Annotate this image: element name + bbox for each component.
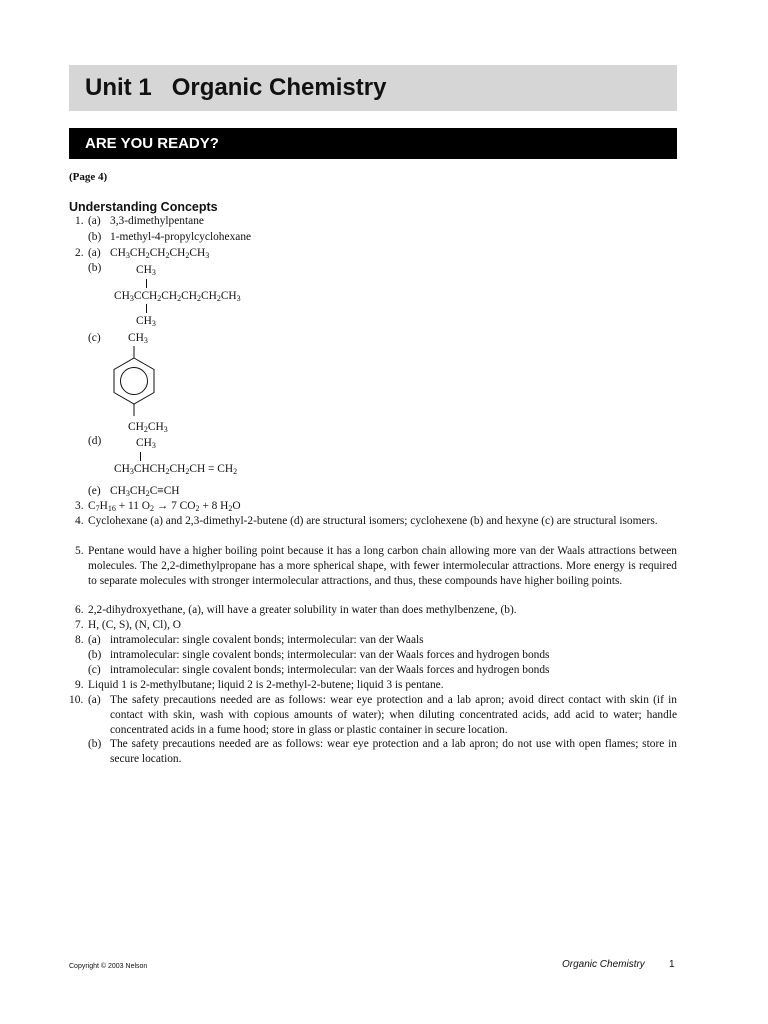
q2-d-methyl: $CH_3$ (136, 437, 156, 450)
q8-b-label: (b) (88, 649, 102, 661)
q9-number: 9. (75, 679, 84, 691)
unit-number: Unit 1 (85, 74, 152, 101)
footer-title: Organic Chemistry (562, 959, 645, 970)
q2-c-methyl: $CH_3$ (128, 332, 148, 345)
q10-number: 10. (69, 694, 84, 706)
q10-a-label: (a) (88, 694, 101, 706)
copyright-notice: Copyright © 2003 Nelson (69, 963, 148, 970)
q2-e-label: (e) (88, 485, 101, 497)
q5-number: 5. (75, 545, 84, 557)
q2-b-bond-top (146, 279, 147, 288)
q3-number: 3. (75, 500, 84, 512)
q8-c-label: (c) (88, 664, 101, 676)
q8-a-label: (a) (88, 634, 101, 646)
q2-d-label: (d) (88, 435, 102, 447)
q2-b-label: (b) (88, 262, 102, 274)
q8-c-answer: intramolecular: single covalent bonds; intermolecular: van der Waals forces and hydrogen bonds (110, 664, 550, 676)
page-reference: (Page 4) (69, 171, 108, 183)
q2-c-ethyl: $CH_2CH_3$ (128, 421, 168, 434)
q4-answer: Cyclohexane (a) and 2,3-dimethyl-2-butene (d) are structural isomers; cyclohexene (b) and hexyne (c) are structural isomers. (88, 515, 658, 527)
q1-number: 1. (75, 215, 84, 227)
unit-title (85, 72, 386, 104)
section-heading: Understanding Concepts (69, 200, 218, 214)
q7-number: 7. (75, 619, 84, 631)
q1-a-answer: 3,3-dimethylpentane (110, 215, 204, 227)
q8-b-answer: intramolecular: single covalent bonds; intermolecular: van der Waals forces and hydrogen bonds (110, 649, 550, 661)
q2-b-methyl-bottom: $CH_3$ (136, 315, 156, 328)
q2-number: 2. (75, 247, 84, 259)
q2-b-main-chain: $CH_3CCH_2CH_2CH_2CH_2CH_3$ (114, 290, 241, 303)
q2-a-label: (a) (88, 247, 101, 259)
q1-a-label: (a) (88, 215, 101, 227)
q2-e-formula: $CH_3CH_2C\equiv CH$ (110, 485, 180, 498)
q10-b-answer: The safety precautions needed are as follows: wear eye protection and a lab apron; do not use with open flames; store in secure location. (110, 738, 677, 765)
q2-a-formula: $CH_3CH_2CH_2CH_2CH_3$ (110, 247, 210, 260)
banner-label: ARE YOU READY? (85, 135, 219, 152)
q2-c-label: (c) (88, 332, 101, 344)
q7-answer: H, (C, S), (N, Cl), O (88, 619, 182, 631)
q2-b-bond-bottom (146, 304, 147, 313)
q2-d-main-chain: $CH_3CHCH_2CH_2CH = CH_2$ (114, 463, 238, 476)
q6-answer: 2,2-dihydroxyethane, (a), will have a greater solubility in water than does methylbenzene, (b). (88, 604, 517, 616)
benzene-ring-structure (110, 344, 158, 416)
q10-b-label: (b) (88, 738, 102, 750)
q8-a-answer: intramolecular: single covalent bonds; intermolecular: van der Waals (110, 634, 424, 646)
q1-b-answer: 1-methyl-4-propylcyclohexane (110, 231, 252, 243)
q10-a-answer: The safety precautions needed are as follows: wear eye protection and a lab apron; avoid direct contact with skin (if in contact with skin, wash with copious amounts of water); when diluting concentrated acids, add acid to water; handle concentrated acids in a fume hood; store in glass or plastic container in secure location. (110, 694, 677, 736)
q2-d-bond (140, 452, 141, 461)
q6-number: 6. (75, 604, 84, 616)
q9-answer: Liquid 1 is 2-methylbutane; liquid 2 is 2-methyl-2-butene; liquid 3 is pentane. (88, 679, 444, 691)
q1-b-label: (b) (88, 231, 102, 243)
q5-answer: Pentane would have a higher boiling point because it has a long carbon chain allowing more van der Waals attractions between molecules. The 2,2-dimethylpropane has a more spherical shape, with fewer intermolecular attractions. More energy is required to separate molecules with stronger intermolecular attractions, and thus, these compounds have higher boiling points. (88, 545, 677, 587)
q3-equation: $C_7H_{16} + 11$ $O_2 \to 7$ $CO_2 + 8$ $H_2O$ (88, 500, 241, 513)
q4-number: 4. (75, 515, 84, 527)
q2-b-methyl-top: $CH_3$ (136, 264, 156, 277)
q8-number: 8. (75, 634, 84, 646)
page-number: 1 (669, 959, 675, 970)
unit-name: Organic Chemistry (171, 74, 387, 101)
